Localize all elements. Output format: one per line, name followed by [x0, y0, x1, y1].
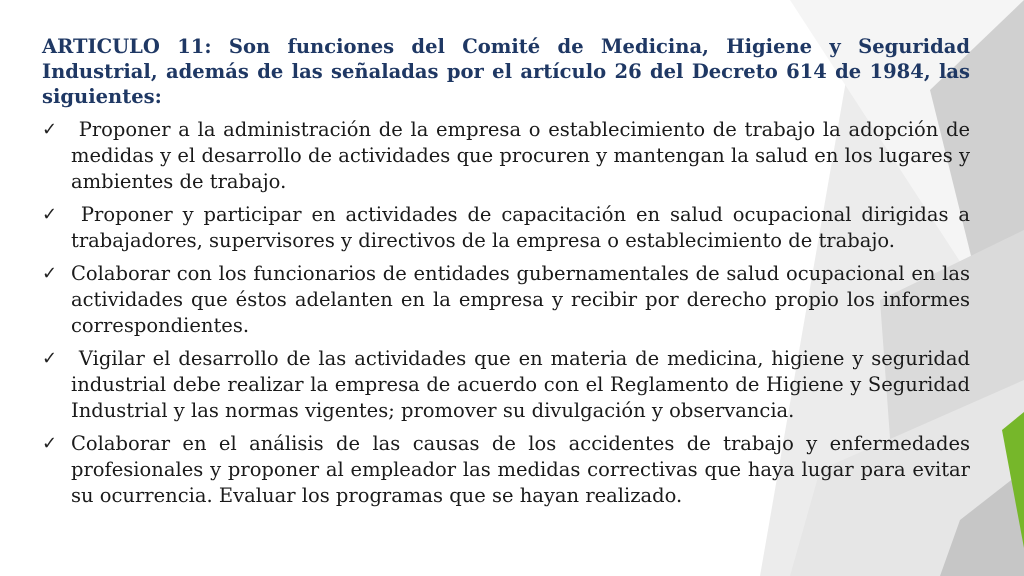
list-item-text: Vigilar el desarrollo de las actividades que en materia de medicina, higiene y seguridad industrial debe realizar la empresa de acuerdo con el Reglamento de Higiene y Seguridad Industrial y las normas vigentes; promover su divulgación y observancia. [71, 347, 970, 422]
list-item-text: Proponer y participar en actividades de capacitación en salud ocupacional dirigidas a trabajadores, supervisores y directivos de la empresa o establecimiento de trabajo. [71, 203, 970, 252]
check-icon: ✓ [42, 263, 58, 284]
article-heading: ARTICULO 11: Son funciones del Comité de Medicina, Higiene y Seguridad Industrial, además de las señaladas por el artículo 26 del Decreto 614 de 1984, las siguientes: [42, 35, 970, 108]
list-item-text: Proponer a la administración de la empresa o establecimiento de trabajo la adopción de medidas y el desarrollo de actividades que procuren y mantengan la salud en los lugares y ambientes de trabajo. [71, 118, 970, 193]
list-item-text: Colaborar con los funcionarios de entidades gubernamentales de salud ocupacional en las actividades que éstos adelanten en la empresa y recibir por derecho propio los informes correspondientes. [71, 262, 970, 337]
list-item [42, 117, 970, 195]
list-item [42, 431, 970, 509]
functions-list [42, 117, 970, 509]
check-icon: ✓ [42, 433, 58, 454]
slide-content [42, 34, 970, 516]
check-icon: ✓ [42, 119, 58, 140]
list-item-text: Colaborar en el análisis de las causas de los accidentes de trabajo y enfermedades profesionales y proponer al empleador las medidas correctivas que haya lugar para evitar su ocurrencia. Evaluar los programas que se hayan realizado. [71, 432, 970, 507]
check-icon: ✓ [42, 204, 58, 225]
check-icon: ✓ [42, 348, 58, 369]
list-item [42, 261, 970, 339]
list-item [42, 346, 970, 424]
list-item [42, 202, 970, 254]
